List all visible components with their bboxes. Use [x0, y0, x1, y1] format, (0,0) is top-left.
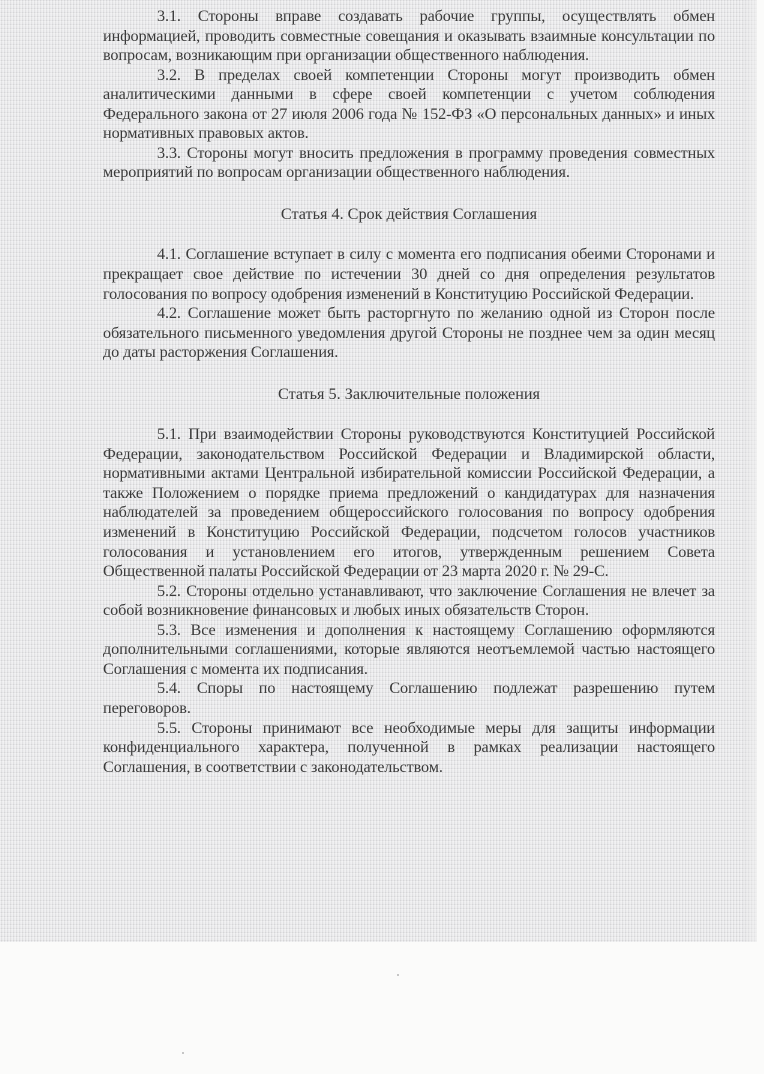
clause-5-3: 5.3. Все изменения и дополнения к настоящему Соглашению оформляются дополнительными соглашениями, которые являются неотъемлемой частью настоящего Соглашения с момента их подписания. — [103, 620, 715, 678]
spacer — [103, 183, 715, 205]
clause-5-5: 5.5. Стороны принимают все необходимые меры для защиты информации конфиденциального характера, полученной в рамках реализации настоящего Соглашения, в соответствии с законодательством. — [103, 718, 715, 776]
clause-3-2: 3.2. В пределах своей компетенции Стороны могут производить обмен аналитическими данными в сфере своей компетенции с учетом соблюдения Федерального закона от 27 июля 2006 года № 152-ФЗ «О персональных данных» и иных нормативных правовых актов. — [103, 65, 715, 143]
clause-5-1: 5.1. При взаимодействии Стороны руководствуются Конституцией Российской Федерации, законодательством Российской Федерации и Владимирской области, нормативными актами Центральной избирательной комиссии Российской Федерации, а также Положением о порядке приема предложений о кандидатурах для назначения наблюдателей за проведением общероссийского голосования по вопросу одобрения изменений в Конституцию Российской Федерации, подсчетом голосов участников голосования и установлением его итогов, утвержденным решением Совета Общественной палаты Российской Федерации от 23 марта 2020 г. № 29-С. — [103, 425, 715, 581]
clause-4-1: 4.1. Соглашение вступает в силу с момента его подписания обеими Сторонами и прекращает свое действие по истечении 30 дней со дня определения результатов голосования по вопросу одобрения изменений в Конституцию Российской Федерации. — [103, 245, 715, 303]
clause-3-3: 3.3. Стороны могут вносить предложения в программу проведения совместных мероприятий по вопросам организации общественного наблюдения. — [103, 143, 715, 182]
scan-speck — [182, 1052, 184, 1054]
spacer — [103, 224, 715, 245]
article-5-heading: Статья 5. Заключительные положения — [277, 384, 540, 403]
spacer — [103, 363, 715, 385]
article-4-heading: Статья 4. Срок действия Соглашения — [280, 204, 538, 223]
section-article-4 — [103, 205, 715, 363]
clause-4-2: 4.2. Соглашение может быть расторгнуто по желанию одной из Сторон после обязательного письменного уведомления другой Стороны не позднее чем за один месяц до даты расторжения Соглашения. — [103, 304, 715, 362]
scan-speck — [397, 974, 399, 976]
spacer — [103, 404, 715, 425]
section-article-5 — [103, 385, 715, 777]
clause-5-2: 5.2. Стороны отдельно устанавливают, что заключение Соглашения не влечет за собой возникновение финансовых и любых иных обязательств Сторон. — [103, 581, 715, 620]
document-page — [103, 7, 715, 777]
clause-3-1: 3.1. Стороны вправе создавать рабочие группы, осуществлять обмен информацией, проводить совместные совещания и оказывать взаимные консультации по вопросам, возникающим при организации общественного наблюдения. — [103, 7, 715, 65]
section-article-3-clauses — [103, 7, 715, 183]
clause-5-4: 5.4. Споры по настоящему Соглашению подлежат разрешению путем переговоров. — [103, 679, 715, 717]
